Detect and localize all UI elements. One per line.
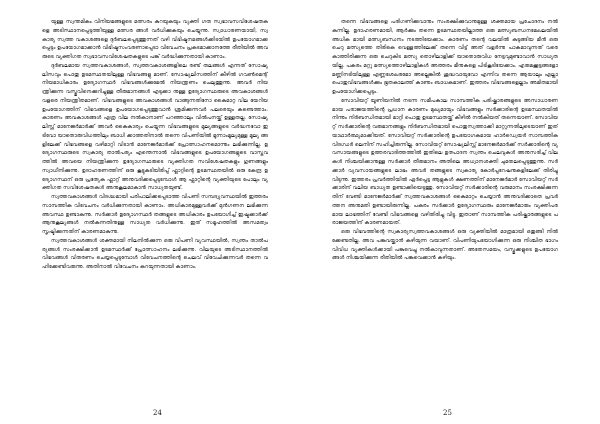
- paragraph: സ്വത്തവകാശങ്ങൾ ശക്തമായി നിലനിൽക്കുന്ന ഒരു വിപണി വ്യവസ്ഥയിൽ, സ്വന്തം താൽപര്യങ്ങൾ സംരക്ഷിക്കാൻ ഉടമസ്ഥർക്ക് പ്രോത്സാഹനം ലഭിക്കുന്നു. വിലയുടെ അടിസ്ഥാനത്തിൽ വിഭവങ്ങൾ വിതരണം ചെയ്യപ്പെടുമ്പോൾ വിവേചനത്തിന്റെ ചെലവ് വിവേചിക്കുന്നവർ തന്നെ വഹിക്കേണ്ടിവരുന്നു. അതിനാൽ വിവേചനം കുറയുന്നതായി കാണാം.: [42, 237, 268, 270]
- paragraph: ദുർബലമായ സ്വത്തവകാശങ്ങൾ, സ്വത്തവകാശങ്ങളിലെ രണ്ട് തലങ്ങൾ എന്നത് സോഷ്യലിസവും പൊതു ഉടമസ്ഥതയിലുള്ള വിഭവങ്ങളു മാണ്. സോഷ്യലിസത്തിന് കീഴിൽ ഗവൺമെന്റ് നിയമാധികാരം ഉദ്യോഗസ്ഥർ വിഭവങ്ങൾക്കുമേൽ നിയന്ത്രണം ചെലുത്തുന്നു. അവർ നിയന്ത്രിക്കുന്ന വസ്തുവിനെക്കുറിച്ചുള്ള തീരുമാനങ്ങൾ എടുക്കാ നുള്ള ഉദ്യോഗസ്ഥരുടെ അവകാശങ്ങൾ വളരെ നിയന്ത്രിതമാണ്. വിഭവങ്ങളുടെ അവകാശങ്ങൾ വാങ്ങുന്നതിനോ കൈമാറ്റ വില യേറിയ ഉപയോഗത്തിന് വിഭവങ്ങളെ ഉപയോഗപ്പെടുത്തുവാൻ ശ്രമിക്കുന്നവർ പലരെയും കണ്ടെത്താം. കാരണം അവകാശങ്ങൾ എത്ര വില നൽകാനാണ് പറഞ്ഞാലും വിൽപനയ്ക്ക് ഉള്ളതല്ല. സോഷ്യ ലിസ്റ്റ് മാനേജർമാർക്ക് അവർ കൈകാര്യം ചെയ്യുന്ന വിഭവങ്ങളുടെ മൂല്യങ്ങളുടെ വർദ്ധനവോ ഇടിവോ യാതൊരുവിധത്തിലും ബാധി ക്കാത്തതിനാൽ തന്നെ വിപണിയിൽ മൂന്നാംമൂല്യമുള്ള മൂല്യ ങ്ങളിലേക്ക് വിഭവങ്ങളെ വഴിമാറ്റി വിടാൻ മാനേജർമാർക്ക് പ്രോത്സാഹനമൊന്നും ലഭിക്കുന്നില്ല. ഉദ്യോഗസ്ഥരുടെ സ്വകാര്യ താൽപര്യം എന്തെന്നാൽ വിഭവങ്ങളുടെ ഉപയോഗങ്ങളുടെ വാസ്തവത്തിൽ അവയെ നിയന്ത്രിക്കുന്ന ഉദ്യോഗസ്ഥരുടെ വ്യക്തിഗത സവിശേഷതകളും ഗുണങ്ങളും സ്വാധീനിക്കുന്നു. ഉദാഹരണത്തിന് ഒരു കൂട്ടുകുടിയിരിപ്പ് ഫ്ലാറ്റിന്റെ ഉടമസ്ഥതയിൽ ഒരു കേന്ദ്ര ഉദ്യോഗസ്ഥന് ഒരു പ്രത്യേക ഫ്ലാറ്റ് അനുവദിക്കപ്പെടുമ്പോൾ ആ ഫ്ലാറ്റിന്റെ വ്യക്തിയുടെ പോലും വ്യക്തിഗത സവിശേഷതകൾ അനുകൂലമാകാൻ സാധ്യതയുണ്ട്.: [42, 62, 268, 192]
- page-number: 24: [153, 409, 162, 417]
- paragraph: യുള്ള സ്വന്തമികം വിനിയമങ്ങളുടെ മത്സരം കുറയുകയും വ്യക്തി ഗത സ്വഭാവസവിശേഷതകളെ അടിസ്ഥാനപ്പെടുത്തിയുള്ള മത്സര ങ്ങൾ വർധിക്കുകയും ചെയ്യുന്നു. സ്വാധാരണയായി, സ്വകാര്യ സ്വത്ത വകാശങ്ങളെ ദുർബലപ്പെടുത്തുന്നത് വഴി വിഭിഷ്ടനമങ്ങൾക്കിടയിൽ ഉപയോഗമാക്കപ്പെടും ഉപയോഗമാക്കാൻ വിഭിഷ്ടസംവരണാപ്പെടാ വിവേചനം പ്രകടമാക്കാനത്തേ രീതിയിൽ അവരുടെ വ്യക്തിഗത സ്വഭാവസവിശേഷതകളുടെ പങ്ക് വർദ്ധിക്കുന്നതായി കാണാം.: [42, 19, 268, 60]
- page-number: 25: [443, 409, 452, 417]
- right-page: [300, 0, 600, 424]
- page-body-text: [332, 18, 558, 404]
- paragraph: സോവിയറ്റ് യൂണിയനിൽ നടന്ന സമീപകാല സാമ്പത്തിക പരിഷ്ക്കാരങ്ങളുടെ അസാധാരണമായ പരാജയത്തിന്റെ പ്രധാന കാരണം മുഖ്യമായും വിഭവങ്ങളും സർക്കാരിന്റെ ഉടമസ്ഥതയിൽ നിന്നും നിർബന്ധിതമായി മാറ്റി പൊതു ഉടമസ്ഥതയ്ക്ക് കീഴിൽ നൽകിയത് തന്നെയാണ്. സോവിയറ്റ് സർക്കാരിന്റെ വരുമാനങ്ങളും നിർബന്ധിതമായി പൊതുസ്വത്താക്കി മാറ്റുന്നതിലുടെയാണ് ഇത് യാഥാർത്ഥ്യമാക്കിയത്. സോവിയറ്റ് സർക്കാരിന്റെ ഉപയോഗകമായ ഹാർഡ്വെയർ സാമ്പത്തിക വിദഗ്ധർ ലെനിന് സഹിച്ചിരുന്നില്ല. സോവിയറ്റ് സോഷ്യലിസ്റ്റ് മാനേജർമാർക്ക് സർക്കാരിന്റെ വ്യവസായങ്ങളുടെ ഉത്തരവാദിത്തത്തിൽ ഇതിലെ ഉത്പാദന സ്വന്തം ചെലവുകൾ അനുസരിച്ച് വിലകൾ നിശ്ചയിക്കാനുള്ള സർക്കാർ തീരുമാനം അതിലെ അധ്വാനശക്തി ചുമതലപ്പെടുത്തുന്നു. സർക്കാർ വ്യവസായങ്ങളുടെ ലാഭം അവർ തങ്ങളുടെ സ്വകാര്യ കോർപ്പറേഷനുകളിലേക്ക് തിരിച്ചു വിടുന്നു. ഇത്തരം പ്രവർത്തിയിൽ ഏർപ്പെട്ട ആളുകൾ ക്ഷണത്തിന് മാനേജർമാർ സോവിയറ്റ് സർക്കാരിന് വലിയ ബാധ്യത ഉണ്ടാക്കിയെടുത്തു. സോവിയറ്റ് സർക്കാരിന്റെ വരുമാനം സംരക്ഷിക്കുന്നതിന് വേണ്ടി മാനേജർമാർക്ക് സ്വത്തവകാശങ്ങൾ കൈമാറ്റം ചെയ്യാൻ അനുവദിക്കാതെ പ്രവർത്തന അനുമതി ഉണ്ടായിരുന്നില്ല. പകരം സർക്കാർ ഉദ്യോഗസ്ഥരും മാനേജർമാരും വ്യക്തിപരമായ ലാഭത്തിന് വേണ്ടി വിഭവങ്ങളെ വഴിതിരിച്ചു വിട്ടു. ഇതാണ് സാമ്പത്തിക പരിഷ്ക്കാരങ്ങളുടെ പരാജയത്തിന് കാരണമായത്.: [332, 97, 558, 227]
- paragraph: തന്നെ വിഭവങ്ങളെ പരിഗണിക്കുവാനും സംരക്ഷിക്കുവാനുമുള്ള ശക്തമായ പ്രചോദനം നൽകുന്നില്ല. ഉദാഹരണമായി, ആർക്കും തന്നെ ഉടമസ്ഥതയില്ലാത്ത ഒരു മത്സ്യബന്ധനമേഖലയിൽ അധിക മായി മത്സ്യബന്ധനം നടത്തിയേക്കാം. കാരണം തന്റെ വലയിൽ കുടുങ്ങിയ മീൻ ഒരു ചെറു മത്സ്യത്തെ തിരികെ വെള്ളത്തിലേക്ക് തന്നെ വിട്ട് അത് വളർന്നു പാകമാവുന്നത് വരെ കാത്തിരിക്കുന്ന ഒരു ചെറുകിട മത്സ്യ തൊഴിലാളിക്ക് യാതൊരുവിധ നേട്ടവുമുണ്ടാവാൻ സാധ്യതയില്ല. പകരം മറ്റു മത്സ്യത്തൊഴിലാളികൾ അത്തരം മീനുകളെ പിടികൂടിയേക്കാം. എരുമക്കൂട്ടങ്ങളോ മണ്ണിനടിയിലുള്ള എണ്ണശേഖരമോ അല്ലെങ്കിൽ ശുദ്ധവായുവോ എന്നിവ തന്നെ ആയാലും എല്ലാ പൊതുവിഭവങ്ങൾക്കും ഭൂതകാലത്ത് കാണും ബാധകമാണ്. ഇത്തരം വിഭവങ്ങളെല്ലാം അമിതമായി ഉപയോഗിക്കപ്പെടും.: [332, 19, 558, 95]
- paragraph: ഒരു വിഭവത്തിന്റെ സ്വകാര്യസ്വത്തവകാശങ്ങൾ ഒരു വ്യക്തിയിൽ മാത്രമായി ഒതുങ്ങി നിൽക്കേണ്ടതില്ല. അവ പങ്കുവയ്ക്കാൻ കഴിയുന്ന വയാണ്. വിപണിയുപയോഗിക്കുന്ന ഒരു നിശ്ചിത ഭാഗം വിവിധ വ്യക്തികൾക്കായി പങ്കുവെച്ചു നൽകാവുന്നതാണ്. അതേസമയം, വസ്തുക്കളുടെ ഉപയോഗങ്ങൾ നിശ്ചയിക്കുന്ന രീതിയിൽ പങ്കുവെക്കാൻ കഴിയും.: [332, 229, 558, 262]
- paragraph: സ്വത്തവകാശങ്ങൾ വിദഗ്ദ്ധമായി പരിപാലിക്കപ്പെടാത്ത വിപണി സമ്പദ്വ്യവസ്ഥയിൽ ഇത്തരം സാമ്പത്തിക വിവേചനം വർധിക്കുന്നതായി കാണാം. അധികാരമുള്ളവർക്ക് മുൻഗണന ലഭിക്കുന്ന അവസ്ഥ ഉണ്ടാകുന്നു. സർക്കാർ ഉദ്യോഗസ്ഥർ തങ്ങളുടെ അധികാരം ഉപയോഗിച്ച് ഇഷ്ടക്കാർക്ക് ആനുകൂല്യങ്ങൾ നൽകുന്നതിനുള്ള സാധ്യത വർധിക്കുന്നു. ഇത് സമൂഹത്തിൽ അസമത്വം സൃഷ്ടിക്കുന്നതിന് കാരണമാകുന്നു.: [42, 194, 268, 235]
- page-body-text: [42, 18, 268, 404]
